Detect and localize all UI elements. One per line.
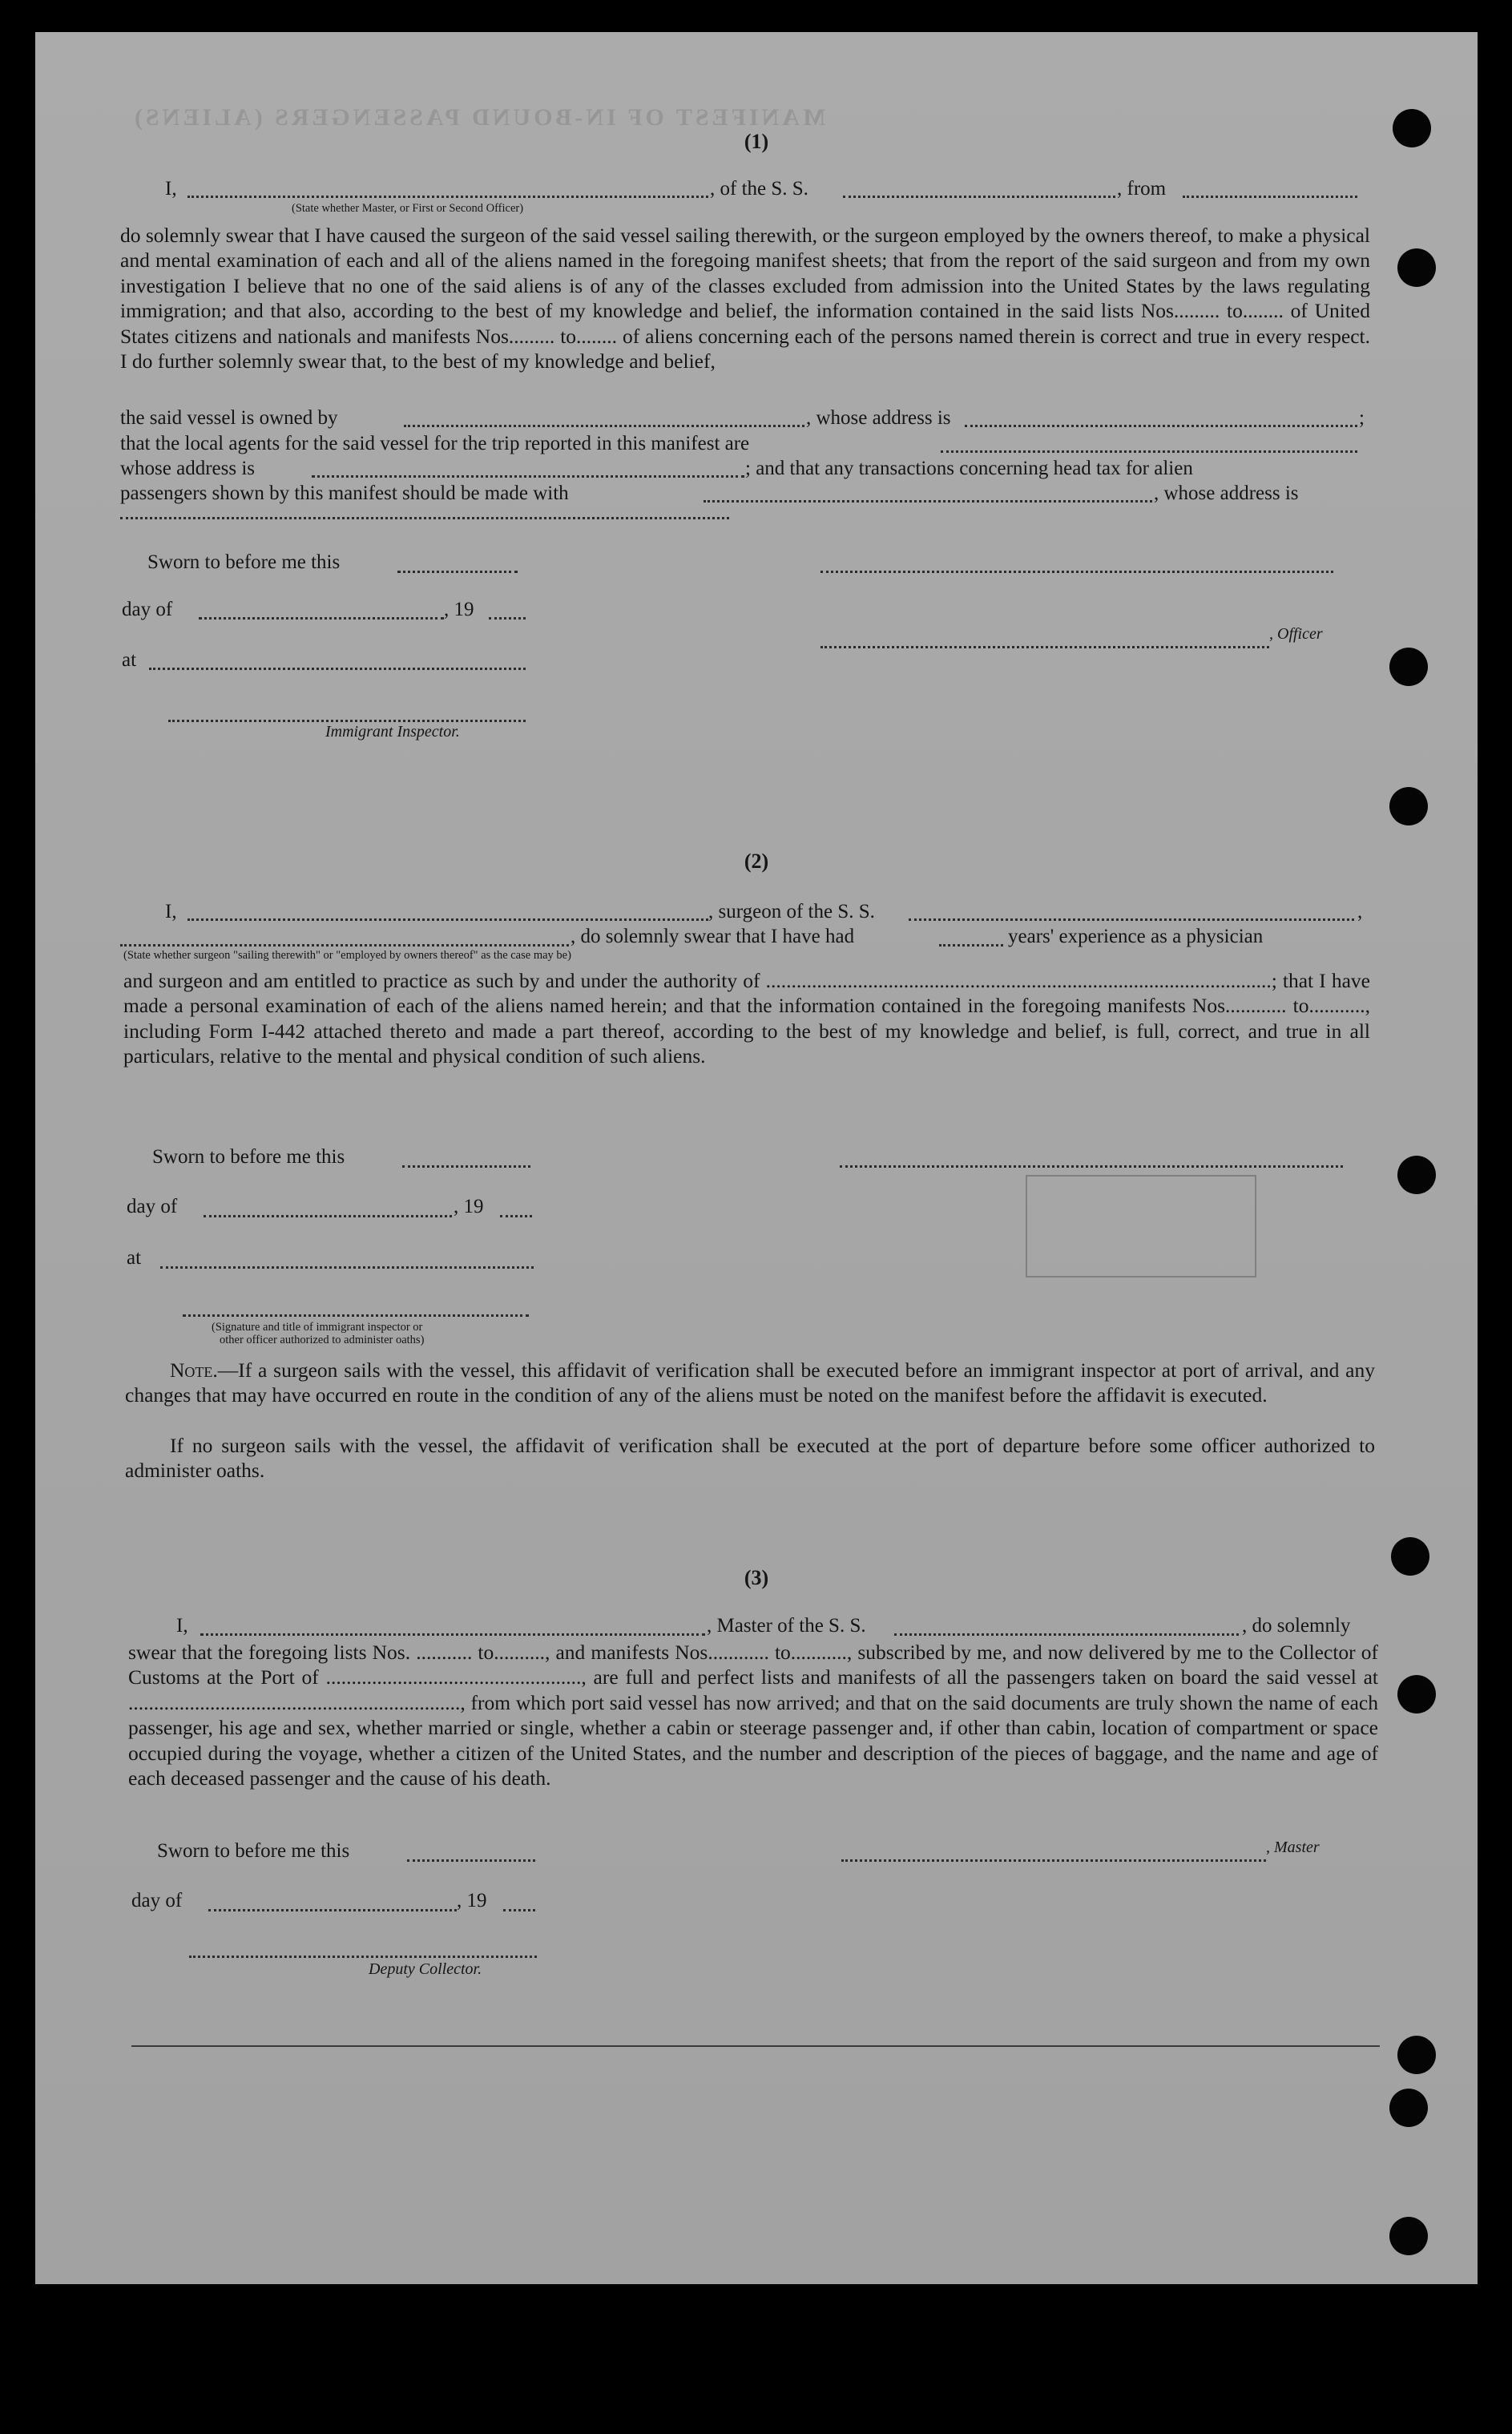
at-label-1: at — [122, 649, 137, 671]
officer-name-field[interactable] — [187, 196, 708, 198]
whose-address-label-2: whose address is — [120, 458, 256, 479]
sworn-day-field-3[interactable] — [407, 1859, 535, 1862]
section-3-number: (3) — [744, 1566, 769, 1589]
passengers-line: passengers shown by this manifest should be made with — [120, 482, 569, 504]
deputy-collector-caption: Deputy Collector. — [369, 1960, 482, 1978]
year-field-1[interactable] — [489, 617, 526, 620]
local-agents-field[interactable] — [941, 450, 1357, 453]
note-paragraph-2: If no surgeon sails with the vessel, the affidavit of verification shall be executed at the port of departure before some officer authorized to administer oaths. — [125, 1434, 1375, 1483]
whose-address-label-3: , whose address is — [1154, 482, 1299, 504]
head-tax-contact-field[interactable] — [704, 500, 1152, 503]
at-place-field-2[interactable] — [160, 1266, 534, 1269]
sworn-day-field-1[interactable] — [397, 571, 518, 573]
day-of-label-2: day of — [127, 1196, 178, 1217]
section-1-I: I, — [165, 178, 177, 200]
section-2-body: and surgeon and am entitled to practice as such by and under the authority of ...................................................................................................; that I have made a personal examination of each of the aliens named herein; and that the information contained in the foregoing manifests Nos............ to..........., including Form I-442 attached thereto and made a part thereof, according to the best of my knowledge and belief, is full, correct, and true in all particulars, relative to the mental and physical condition of such aliens. — [123, 969, 1370, 1068]
inspector-signature-field[interactable] — [168, 720, 526, 722]
master-of-label: , Master of the S. S. — [707, 1615, 866, 1637]
day-of-label-1: day of — [122, 599, 173, 620]
section-3-I: I, — [176, 1615, 188, 1637]
section-2-number: (2) — [744, 850, 769, 873]
punch-hole — [1397, 2036, 1436, 2074]
do-solemnly-3: , do solemnly — [1242, 1615, 1351, 1637]
sig-caption-1: (Signature and title of immigrant inspector or — [212, 1321, 423, 1334]
do-solemnly-swear-2: , do solemnly swear that I have had — [571, 926, 855, 947]
sworn-label-3: Sworn to before me this — [157, 1840, 350, 1862]
whose-address-label: , whose address is — [806, 407, 951, 429]
years-experience-field[interactable] — [939, 944, 1003, 947]
years-label: years' experience as a physician — [1008, 926, 1264, 947]
master-signature-field[interactable] — [841, 1859, 1266, 1862]
vessel-name-field[interactable] — [843, 196, 1115, 198]
comma: , — [1357, 901, 1363, 922]
note-text: —If a surgeon sails with the vessel, this affidavit of verification shall be executed before an immigrant inspector at port of arrival, and any changes that may have occurred en route in the condition of any of the aliens must be noted on the manifest before the affidavit is executed. — [125, 1358, 1375, 1407]
ghost-bleedthrough-header: MANIFEST OF IN-BOUND PASSENGERS (ALIENS) — [131, 104, 826, 131]
at-place-field-1[interactable] — [149, 668, 526, 670]
year-field-2[interactable] — [500, 1215, 532, 1217]
of-the-ss-label: , of the S. S. — [710, 178, 808, 200]
from-label: , from — [1117, 178, 1167, 200]
day-of-field-2[interactable] — [204, 1215, 452, 1217]
sworn-label-2: Sworn to before me this — [152, 1146, 345, 1168]
year-field-3[interactable] — [503, 1909, 535, 1911]
contact-address-field[interactable] — [120, 517, 729, 519]
surgeon-note: (State whether surgeon "sailing therewith" or "employed by owners thereof" as the case may be) — [123, 949, 571, 962]
local-agents-label: that the local agents for the said vessel for the trip reported in this manifest are — [120, 433, 750, 454]
section-1-body: do solemnly swear that I have caused the surgeon of the said vessel sailing therewith, or the surgeon employed by the owners thereof, to make a physical and mental examination of each and all of the aliens named in the foregoing manifest sheets; that from the report of the said surgeon and from my own investigation I believe that no one of the said aliens is of any of the classes excluded from admission into the United States by the laws regulating immigration; and that also, according to the best of my knowledge and belief, the information contained in the said lists Nos......... to........ of United States citizens and nationals and manifests Nos......... to........ of aliens concerning each of the persons named therein is correct and true in every respect. I do further solemnly swear that, to the best of my knowledge and belief, — [120, 224, 1370, 373]
punch-hole — [1397, 1675, 1436, 1713]
semicolon: ; — [1359, 407, 1365, 429]
punch-hole — [1389, 648, 1428, 686]
nineteen-1: , 19 — [444, 599, 474, 620]
section-1-number: (1) — [744, 130, 769, 153]
owner-address-field[interactable] — [965, 425, 1357, 427]
punch-hole — [1397, 1156, 1436, 1194]
surgeon-name-field[interactable] — [187, 918, 708, 921]
owned-by-label: the said vessel is owned by — [120, 407, 338, 429]
section-3-body: swear that the foregoing lists Nos. ........... to.........., and manifests Nos............ to..........., subscribed by me, and now delivered by me to the Collector of Customs at the Port of .................................................., are full and perfect lists and manifests of all the passengers taken on board the said vessel at ................................................................., from which port said vessel has now arrived; and that on the said documents are truly shown the name of each passenger, his age and sex, whether married or single, whether a cabin or steerage passenger and, if other than cabin, location of compartment or space occupied during the voyage, whether a citizen of the United States, and the number and description of the pieces of baggage, and the name and age of each deceased passenger and the cause of his death. — [128, 1641, 1378, 1790]
master-caption: , Master — [1266, 1839, 1320, 1856]
day-of-field-3[interactable] — [208, 1909, 457, 1911]
collector-signature-field[interactable] — [189, 1956, 537, 1958]
punch-hole — [1389, 787, 1428, 825]
day-of-field-1[interactable] — [199, 617, 444, 620]
sig-caption-2: other officer authorized to administer oaths) — [220, 1334, 425, 1346]
punch-hole — [1389, 2089, 1428, 2127]
master-vessel-field[interactable] — [894, 1633, 1239, 1636]
nineteen-3: , 19 — [457, 1890, 487, 1911]
officer-signature-field[interactable] — [821, 646, 1269, 648]
master-name-field[interactable] — [200, 1633, 705, 1636]
faint-stamp-mark — [1026, 1175, 1256, 1278]
surgeon-signature-field[interactable] — [840, 1165, 1343, 1168]
surgeon-status-field[interactable] — [120, 944, 569, 947]
sworn-label-1: Sworn to before me this — [147, 551, 341, 573]
section-2-I: I, — [165, 901, 177, 922]
punch-hole — [1397, 248, 1436, 287]
day-of-label-3: day of — [131, 1890, 183, 1911]
officer-caption: , Officer — [1269, 625, 1323, 643]
immigrant-inspector-caption: Immigrant Inspector. — [325, 723, 460, 741]
head-tax-text: ; and that any transactions concerning head tax for alien — [745, 458, 1193, 479]
from-port-field[interactable] — [1183, 196, 1357, 198]
agent-address-field[interactable] — [312, 475, 744, 478]
manifest-sheet — [35, 32, 1478, 2284]
officer-note: (State whether Master, or First or Second Officer) — [292, 202, 524, 215]
note-label: Note. — [170, 1358, 218, 1382]
at-label-2: at — [127, 1247, 142, 1269]
owner-field[interactable] — [404, 425, 804, 427]
officer-authorized-signature-field[interactable] — [183, 1314, 529, 1317]
note-paragraph — [125, 1358, 1375, 1408]
bottom-rule — [131, 2045, 1380, 2047]
sworn-day-field-2[interactable] — [402, 1165, 530, 1168]
punch-hole — [1389, 2217, 1428, 2255]
surgeon-vessel-field[interactable] — [909, 918, 1354, 921]
nineteen-2: , 19 — [454, 1196, 484, 1217]
officer-signature-field-top[interactable] — [821, 571, 1333, 573]
surgeon-of-label: , surgeon of the S. S. — [708, 901, 875, 922]
